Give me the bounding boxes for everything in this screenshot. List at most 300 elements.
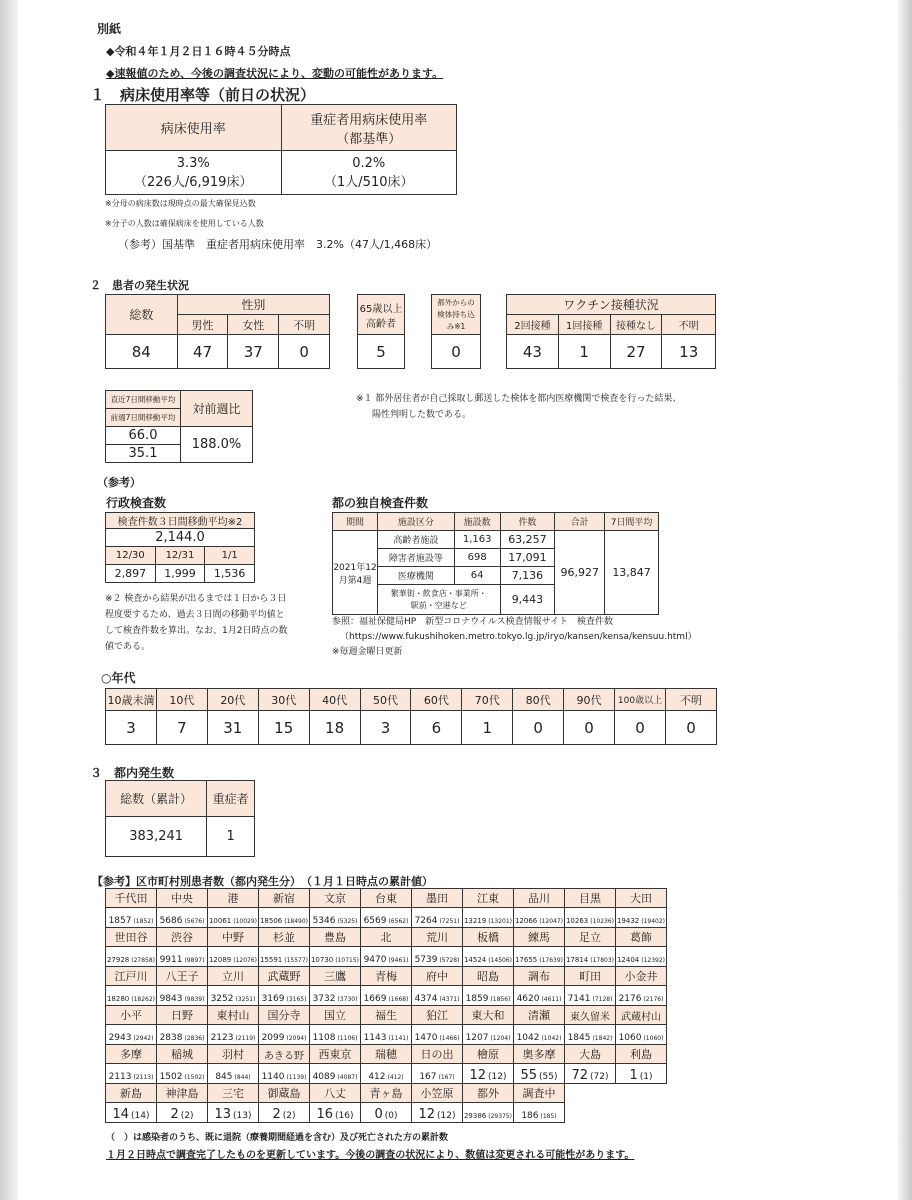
municipality-count (361, 947, 412, 967)
municipality-name: 八丈 (310, 1084, 361, 1103)
municipality-name: 葛飾 (616, 928, 667, 947)
cases: 1108 (312, 1033, 336, 1043)
recovered-deaths: (185) (540, 1113, 557, 1120)
elderly-header: 65歳以上 高齢者 (358, 295, 405, 335)
municipality-name: 杉並 (259, 928, 310, 947)
recovered-deaths: (1204) (490, 1035, 511, 1042)
municipality-name: 利島 (616, 1045, 667, 1064)
cases: 29386 (463, 1112, 487, 1120)
municipality-count (514, 947, 565, 967)
cases: 14 (112, 1107, 130, 1122)
age-value: 0 (564, 711, 615, 745)
admin-value: 1,999 (155, 565, 205, 583)
age-value: 0 (513, 711, 564, 745)
municipality-count (463, 1103, 514, 1123)
municipality-name: 調布 (514, 967, 565, 986)
own-facilities: 64 (454, 567, 500, 585)
own-tests-title: 都の独自検査件数 (332, 496, 429, 510)
age-label: 10歳未満 (106, 689, 157, 711)
recovered-deaths: (55) (539, 1072, 558, 1082)
own-facilities: 1,163 (454, 531, 500, 549)
cumulative-value: 383,241 (106, 817, 207, 857)
cases: 10263 (565, 917, 589, 925)
municipality-count (514, 1103, 565, 1123)
recovered-deaths: (412) (387, 1074, 404, 1081)
municipality-count (565, 1064, 616, 1084)
municipality-count (106, 1103, 157, 1123)
own-header: 期間 (333, 513, 378, 531)
female-header: 女性 (228, 315, 279, 335)
cases: 12 (469, 1068, 487, 1083)
recovered-deaths: (3730) (337, 996, 358, 1003)
municipality-count (208, 1064, 259, 1084)
municipality-name: 小金井 (616, 967, 667, 986)
admin-value: 1,536 (205, 565, 255, 583)
note1-line2: 陽性判明した数である。 (372, 410, 472, 420)
own-header: 件数 (500, 513, 555, 531)
cases: 16 (316, 1107, 334, 1122)
municipality-name: 立川 (208, 967, 259, 986)
municipality-count (259, 986, 310, 1006)
municipality-count (616, 1025, 667, 1045)
municipality-count (157, 908, 208, 928)
municipality-name: 練馬 (514, 928, 565, 947)
municipality-name: 東村山 (208, 1006, 259, 1025)
cumulative-header: 総数（累計） (106, 781, 207, 817)
municipality-count (310, 1064, 361, 1084)
municipality-name: 奥多摩 (514, 1045, 565, 1064)
municipality-count (208, 1103, 259, 1123)
municipality-name: 北 (361, 928, 412, 947)
municipality-count (463, 947, 514, 967)
municipality-count (208, 1025, 259, 1045)
recovered-deaths: (2113) (133, 1074, 154, 1081)
age-label: 不明 (665, 689, 716, 711)
note-denominator: ※分母の病床数は現時点の最大確保見込数 (105, 199, 256, 208)
own-header: 施設区分 (377, 513, 454, 531)
out-of-tokyo-table (431, 294, 481, 369)
note-numerator: ※分子の人数は確保病床を使用している人数 (105, 219, 264, 228)
age-label: 40代 (309, 689, 360, 711)
out-of-tokyo-header: 都外からの 検体持ち込 み※1 (432, 295, 481, 335)
municipality-count (565, 908, 616, 928)
municipality-count (106, 1025, 157, 1045)
vax0-value: 27 (610, 335, 662, 369)
recovered-deaths: (14506) (488, 957, 513, 964)
recovered-deaths: (17803) (590, 957, 615, 964)
note1-line1: ※１ 都外居住者が自己採取し郵送した検体を都内医療機関で検査を行った結果、 (356, 394, 682, 404)
vax1-value: 1 (558, 335, 610, 369)
recovered-deaths: (1668) (388, 996, 409, 1003)
municipality-name: 瑞穂 (361, 1045, 412, 1064)
cases: 4374 (414, 994, 438, 1004)
municipality-count (565, 986, 616, 1006)
municipality-count (106, 986, 157, 1006)
recovered-deaths: (1060) (643, 1035, 664, 1042)
vaccine-header: ワクチン接種状況 (507, 295, 716, 315)
recovered-deaths: (2836) (184, 1035, 205, 1042)
cases: 1 (629, 1068, 638, 1083)
section1-title: １ 病床使用率等（前日の状況） (90, 86, 316, 104)
municipality-count (361, 1064, 412, 1084)
municipality-name: 国分寺 (259, 1006, 310, 1025)
recovered-deaths: (10236) (590, 918, 615, 925)
cases: 0 (374, 1107, 383, 1122)
age-table (105, 688, 717, 745)
municipality-count (310, 986, 361, 1006)
cases: 12 (418, 1107, 436, 1122)
total-header: 総数 (106, 295, 178, 335)
recovered-deaths: (18490) (284, 918, 309, 925)
recovered-deaths: (12047) (539, 918, 564, 925)
municipality-count (412, 1103, 463, 1123)
municipality-count (106, 908, 157, 928)
national-reference: （参考）国基準 重症者用病床使用率 3.2%（47人/1,468床） (118, 238, 438, 251)
admin-tests-header: 検査件数３日間移動平均※2 (106, 513, 255, 529)
municipality-name: 西東京 (310, 1045, 361, 1064)
cases: 845 (215, 1072, 233, 1082)
vax0-header: 接種なし (610, 315, 662, 335)
admin-tests-avg: 2,144.0 (106, 529, 255, 547)
recovered-deaths: (4611) (541, 996, 562, 1003)
admin-tests-table (105, 512, 255, 583)
municipality-name: 小笠原 (412, 1084, 463, 1103)
vaxu-value: 13 (662, 335, 716, 369)
municipality-count (463, 1025, 514, 1045)
recovered-deaths: (10029) (233, 918, 258, 925)
municipality-count (157, 1064, 208, 1084)
cases: 13219 (463, 917, 487, 925)
age-label: 20代 (207, 689, 258, 711)
municipality-count (208, 986, 259, 1006)
timestamp: ◆令和４年１月２日１６時４５分時点 (106, 45, 291, 58)
municipality-count (259, 1064, 310, 1084)
female-value: 37 (228, 335, 279, 369)
municipality-name: 港 (208, 889, 259, 908)
age-value: 18 (309, 711, 360, 745)
municipality-count (412, 1025, 463, 1045)
prev-avg-header: 前週7日間移動平均 (106, 409, 181, 427)
own-count: 63,257 (500, 531, 555, 549)
recovered-deaths: (13201) (488, 918, 513, 925)
tokyo-total-table (105, 780, 255, 857)
recovered-deaths: (9897) (184, 957, 205, 964)
municipality-name: 台東 (361, 889, 412, 908)
municipality-name: 武蔵野 (259, 967, 310, 986)
cases: 412 (368, 1072, 386, 1082)
cases: 2 (170, 1107, 179, 1122)
cases: 17655 (514, 956, 538, 964)
severe-value: 1 (207, 817, 255, 857)
recovered-deaths: (12392) (641, 957, 666, 964)
cases: 1042 (516, 1033, 540, 1043)
municipality-count (259, 947, 310, 967)
municipality-name: 町田 (565, 967, 616, 986)
recovered-deaths: (9461) (388, 957, 409, 964)
municipal-title: 【参考】区市町村別患者数（都内発生分） （１月１日時点の累計値） (92, 875, 433, 888)
own-tests-table (332, 512, 659, 615)
cases: 15591 (259, 956, 283, 964)
out-of-tokyo-value: 0 (432, 335, 481, 369)
cases: 2176 (618, 994, 642, 1004)
municipality-count (310, 947, 361, 967)
municipality-name: 昭島 (463, 967, 514, 986)
bed-occupancy-table (105, 104, 457, 195)
recovered-deaths: (18262) (131, 996, 156, 1003)
cases: 27928 (106, 956, 130, 964)
recovered-deaths: (6562) (388, 918, 409, 925)
cases: 72 (571, 1068, 589, 1083)
cases: 12404 (616, 956, 640, 964)
municipality-name: 青梅 (361, 967, 412, 986)
municipality-count (361, 1025, 412, 1045)
recovered-deaths: (0) (384, 1111, 398, 1121)
cases: 17814 (565, 956, 589, 964)
municipality-count (106, 947, 157, 967)
bed-usage-header: 病床使用率 (106, 105, 282, 151)
own-period: 2021年12 月第4週 (333, 531, 378, 615)
municipality-count (208, 908, 259, 928)
cases: 55 (520, 1068, 538, 1083)
municipality-count (310, 1103, 361, 1123)
municipal-note2: １月２日時点で調査完了したものを更新しています。今後の調査の状況により、数値は変更される可能性があります。 (106, 1150, 635, 1161)
recovered-deaths: (1856) (490, 996, 511, 1003)
municipality-name: 武蔵村山 (616, 1006, 667, 1025)
recovered-deaths: (2119) (235, 1035, 256, 1042)
cases: 3732 (312, 994, 336, 1004)
attachment-label: 別紙 (97, 22, 122, 36)
own-category: 医療機関 (377, 567, 454, 585)
municipality-count (361, 908, 412, 928)
cases: 5346 (312, 916, 336, 926)
own-category: 高齢者施設 (377, 531, 454, 549)
vax2-value: 43 (507, 335, 559, 369)
admin-date: 1/1 (205, 547, 255, 565)
own-header: 施設数 (454, 513, 500, 531)
municipality-count (310, 1025, 361, 1045)
municipality-name: 八王子 (157, 967, 208, 986)
elderly-value: 5 (358, 335, 405, 369)
age-value: 6 (411, 711, 462, 745)
age-label: 100歳以上 (615, 689, 666, 711)
own-header: 7日間平均 (605, 513, 659, 531)
municipality-name: 小平 (106, 1006, 157, 1025)
cases: 12089 (208, 956, 232, 964)
recovered-deaths: (4371) (439, 996, 460, 1003)
municipality-name: 大田 (616, 889, 667, 908)
cases: 14524 (463, 956, 487, 964)
municipality-count (157, 947, 208, 967)
recovered-deaths: (16) (335, 1111, 354, 1121)
municipality-name: 板橋 (463, 928, 514, 947)
municipality-name: 新宿 (259, 889, 310, 908)
age-title: ○年代 (101, 671, 136, 685)
municipality-count (412, 908, 463, 928)
recovered-deaths: (12) (488, 1072, 507, 1082)
recovered-deaths: (3165) (286, 996, 307, 1003)
recovered-deaths: (1139) (286, 1074, 307, 1081)
municipality-name: 府中 (412, 967, 463, 986)
municipality-name: 三鷹 (310, 967, 361, 986)
municipality-name: 狛江 (412, 1006, 463, 1025)
municipality-count (310, 908, 361, 928)
severe-header: 重症者 (207, 781, 255, 817)
admin-note: ※２ 検査から結果が出るまでは１日から３日 程度要するため、過去３日間の移動平均値と して検査件数を算出。なお、1月2日時点の数 値である。 (105, 594, 288, 652)
cases: 19432 (616, 917, 640, 925)
cases: 167 (419, 1072, 437, 1082)
cases: 3252 (210, 994, 234, 1004)
municipality-count (565, 1025, 616, 1045)
municipality-name: 東久留米 (565, 1006, 616, 1025)
age-value: 3 (106, 711, 157, 745)
cases: 2113 (108, 1072, 132, 1082)
age-label: 10代 (156, 689, 207, 711)
municipality-name: あきる野 (259, 1045, 310, 1064)
cases: 1859 (465, 994, 489, 1004)
recovered-deaths: (2176) (643, 996, 664, 1003)
own-count: 17,091 (500, 549, 555, 567)
municipality-name: 稲城 (157, 1045, 208, 1064)
vaccine-table (506, 294, 716, 369)
unknown-header: 不明 (279, 315, 330, 335)
recovered-deaths: (5676) (184, 918, 205, 925)
cases: 1470 (414, 1033, 438, 1043)
cases: 2123 (210, 1033, 234, 1043)
recovered-deaths: (9839) (184, 996, 205, 1003)
municipality-name: 文京 (310, 889, 361, 908)
municipality-count (412, 947, 463, 967)
cases: 1060 (618, 1033, 642, 1043)
age-label: 50代 (360, 689, 411, 711)
municipality-name: 日の出 (412, 1045, 463, 1064)
municipality-name: 品川 (514, 889, 565, 908)
cases: 9911 (159, 955, 183, 965)
male-value: 47 (177, 335, 228, 369)
recovered-deaths: (2) (282, 1111, 296, 1121)
own-category: 繁華街・飲食店・事業所・ 駅前・空港など (377, 585, 500, 615)
gender-header: 性別 (177, 295, 329, 315)
municipality-name: 渋谷 (157, 928, 208, 947)
municipality-count (616, 1064, 667, 1084)
recovered-deaths: (12) (437, 1111, 456, 1121)
municipality-count (361, 986, 412, 1006)
municipality-name: 都外 (463, 1084, 514, 1103)
municipality-name: 中央 (157, 889, 208, 908)
municipality-name: 江東 (463, 889, 514, 908)
cases: 18506 (259, 917, 283, 925)
bed-usage-value: 3.3% （226人/6,919床） (106, 151, 282, 195)
municipality-count (616, 947, 667, 967)
cases: 1857 (108, 916, 132, 926)
cases: 9470 (363, 955, 387, 965)
own-count: 7,136 (500, 567, 555, 585)
recovered-deaths: (1042) (541, 1035, 562, 1042)
municipality-count (463, 1064, 514, 1084)
municipality-name: 墨田 (412, 889, 463, 908)
total-value: 84 (106, 335, 178, 369)
municipality-count (514, 1025, 565, 1045)
municipality-name: 日野 (157, 1006, 208, 1025)
municipality-name: 調査中 (514, 1084, 565, 1103)
cases: 1502 (159, 1072, 183, 1082)
unknown-value: 0 (279, 335, 330, 369)
cases: 12066 (514, 917, 538, 925)
municipality-name: 足立 (565, 928, 616, 947)
municipality-count (616, 986, 667, 1006)
elderly-table (357, 294, 405, 369)
own-avg: 13,847 (605, 531, 659, 615)
cases: 1669 (363, 994, 387, 1004)
municipality-count (259, 1025, 310, 1045)
vax1-header: 1回接種 (558, 315, 610, 335)
municipality-count (412, 986, 463, 1006)
recovered-deaths: (13) (233, 1111, 252, 1121)
municipal-table (105, 888, 667, 1123)
recovered-deaths: (167) (438, 1074, 455, 1081)
recovered-deaths: (19402) (641, 918, 666, 925)
recovered-deaths: (2094) (286, 1035, 307, 1042)
recovered-deaths: (29375) (488, 1113, 513, 1120)
admin-tests-title: 行政検査数 (106, 496, 167, 510)
recovered-deaths: (1842) (592, 1035, 613, 1042)
municipality-count (157, 986, 208, 1006)
municipality-count (565, 947, 616, 967)
municipality-count (514, 986, 565, 1006)
recent-avg-header: 直近7日間移動平均 (106, 391, 181, 409)
vax2-header: 2回接種 (507, 315, 559, 335)
recovered-deaths: (1) (639, 1072, 653, 1082)
age-label: 30代 (258, 689, 309, 711)
municipality-name: 中野 (208, 928, 259, 947)
recovered-deaths: (5728) (439, 957, 460, 964)
cases: 10730 (310, 956, 334, 964)
recovered-deaths: (10715) (335, 957, 360, 964)
recovered-deaths: (1106) (337, 1035, 358, 1042)
own-facilities: 698 (454, 549, 500, 567)
municipality-name: 千代田 (106, 889, 157, 908)
municipality-name: 羽村 (208, 1045, 259, 1064)
vaxu-header: 不明 (662, 315, 716, 335)
cases: 2 (272, 1107, 281, 1122)
ratio-header: 対前週比 (181, 391, 253, 427)
municipality-name: 福生 (361, 1006, 412, 1025)
cases: 7264 (414, 916, 438, 926)
severe-bed-usage-header: 重症者用病床使用率 （都基準） (281, 105, 457, 151)
cases: 1845 (567, 1033, 591, 1043)
age-label: 90代 (564, 689, 615, 711)
reference-label: （参考） (97, 476, 141, 489)
cases: 13 (214, 1107, 232, 1122)
own-source2: （https://www.fukushihoken.metro.tokyo.lg.jp/iryo/kansen/kensa/kensuu.html） (340, 632, 697, 642)
recovered-deaths: (4087) (337, 1074, 358, 1081)
municipality-count (463, 986, 514, 1006)
municipality-count (514, 908, 565, 928)
municipality-name: 檜原 (463, 1045, 514, 1064)
recovered-deaths: (17639) (539, 957, 564, 964)
cases: 186 (521, 1111, 539, 1121)
admin-value: 2,897 (106, 565, 156, 583)
moving-average-table (105, 390, 253, 463)
municipality-count (208, 947, 259, 967)
recovered-deaths: (14) (131, 1111, 150, 1121)
recovered-deaths: (7128) (592, 996, 613, 1003)
cases: 6569 (363, 916, 387, 926)
cases: 1143 (363, 1033, 387, 1043)
recovered-deaths: (3251) (235, 996, 256, 1003)
recovered-deaths: (72) (590, 1072, 609, 1082)
cases: 7141 (567, 994, 591, 1004)
recovered-deaths: (1466) (439, 1035, 460, 1042)
